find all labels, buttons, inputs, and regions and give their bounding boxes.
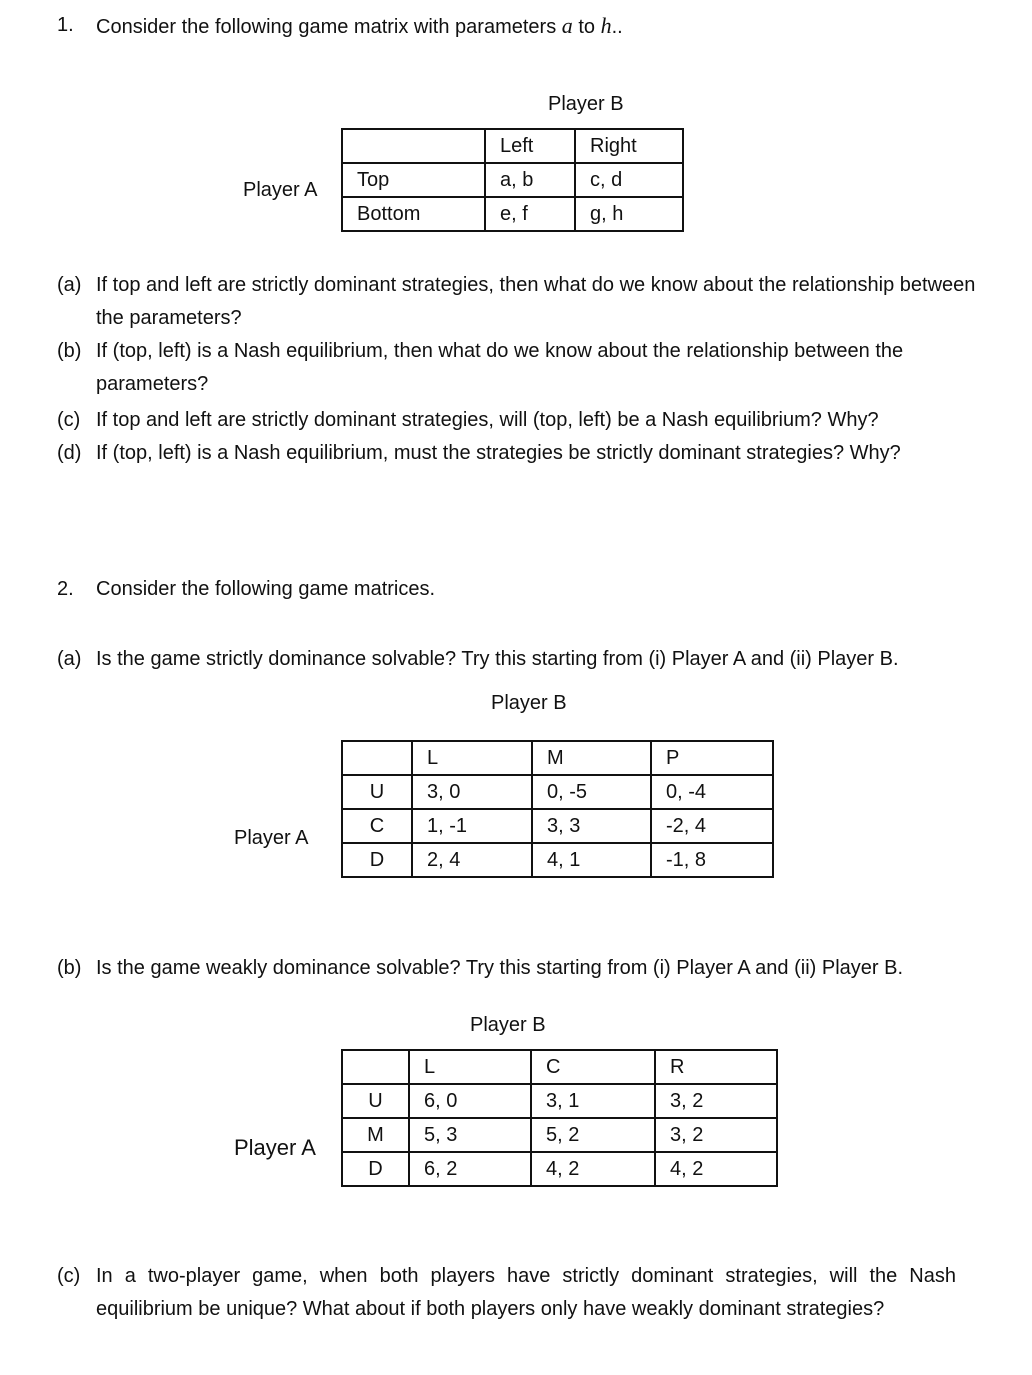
q1-to-word: to bbox=[578, 16, 596, 38]
table-row bbox=[342, 809, 773, 843]
payoff-cell: a, b bbox=[485, 163, 575, 197]
q2-part-b-text: Is the game weakly dominance solvable? Try this starting from (i) Player A and (ii) Player B. bbox=[96, 957, 904, 979]
q2-part-c-text: In a two-player game, when both players have strictly dominant strategies, will the Nash equilibrium be unique? What about if both players only have weakly dominant strategies? bbox=[96, 1265, 956, 1320]
table-row bbox=[342, 163, 683, 197]
column-header: L bbox=[409, 1050, 531, 1084]
payoff-cell: 4, 2 bbox=[531, 1152, 655, 1186]
empty-corner-cell bbox=[342, 1050, 409, 1084]
q2-number: 2. bbox=[57, 578, 74, 600]
q1-var-start: a bbox=[561, 13, 573, 38]
payoff-cell: -2, 4 bbox=[651, 809, 773, 843]
q2-intro: Consider the following game matrices. bbox=[96, 578, 436, 600]
payoff-cell: -1, 8 bbox=[651, 843, 773, 877]
payoff-cell: e, f bbox=[485, 197, 575, 231]
payoff-cell: 3, 1 bbox=[531, 1084, 655, 1118]
payoff-cell: c, d bbox=[575, 163, 683, 197]
q1-part-b-label: (b) bbox=[57, 340, 82, 362]
column-header: M bbox=[532, 741, 651, 775]
payoff-cell: 5, 2 bbox=[531, 1118, 655, 1152]
q1-number: 1. bbox=[57, 14, 74, 36]
q1-part-d-label: (d) bbox=[57, 442, 82, 464]
q2a-player-a-label: Player A bbox=[234, 827, 309, 849]
column-header: C bbox=[531, 1050, 655, 1084]
row-strategy: D bbox=[342, 843, 412, 877]
q2b-player-a-label: Player A bbox=[234, 1135, 316, 1160]
table-header-row bbox=[342, 1050, 777, 1084]
q1-var-end: h bbox=[600, 13, 612, 38]
row-strategy: C bbox=[342, 809, 412, 843]
q1-part-a-label: (a) bbox=[57, 274, 82, 296]
row-strategy: M bbox=[342, 1118, 409, 1152]
column-header: Right bbox=[575, 129, 683, 163]
column-header: P bbox=[651, 741, 773, 775]
table-row bbox=[342, 1152, 777, 1186]
column-header: R bbox=[655, 1050, 777, 1084]
q1-game-matrix bbox=[341, 128, 684, 232]
table-row bbox=[342, 775, 773, 809]
table-row bbox=[342, 843, 773, 877]
payoff-cell: 2, 4 bbox=[412, 843, 532, 877]
q2-part-a-text: Is the game strictly dominance solvable? Try this starting from (i) Player A and (ii) Player B. bbox=[96, 648, 899, 670]
q2b-game-matrix bbox=[341, 1049, 778, 1187]
q1-intro-prefix: Consider the following game matrix with parameters bbox=[96, 16, 557, 38]
q1-part-b-text: If (top, left) is a Nash equilibrium, then what do we know about the relationship between the parameters? bbox=[96, 340, 904, 395]
payoff-cell: 6, 0 bbox=[409, 1084, 531, 1118]
table-row bbox=[342, 197, 683, 231]
q1-part-a-text: If top and left are strictly dominant strategies, then what do we know about the relationship between the parameters? bbox=[96, 274, 976, 329]
table-row bbox=[342, 1118, 777, 1152]
row-strategy: U bbox=[342, 775, 412, 809]
table-row bbox=[342, 1084, 777, 1118]
q1-intro-suffix: .. bbox=[611, 16, 623, 38]
q2-part-b-label: (b) bbox=[57, 957, 82, 979]
payoff-cell: 4, 2 bbox=[655, 1152, 777, 1186]
column-header: L bbox=[412, 741, 532, 775]
q1-player-b-label: Player B bbox=[548, 93, 624, 115]
q1-part-c-label: (c) bbox=[57, 409, 81, 431]
q2-part-a-label: (a) bbox=[57, 648, 82, 670]
row-strategy: D bbox=[342, 1152, 409, 1186]
q1-player-a-label: Player A bbox=[243, 179, 318, 201]
q1-part-d-text: If (top, left) is a Nash equilibrium, must the strategies be strictly dominant strategies? Why? bbox=[96, 442, 901, 464]
row-strategy: Top bbox=[342, 163, 485, 197]
payoff-cell: 0, -5 bbox=[532, 775, 651, 809]
table-header-row bbox=[342, 741, 773, 775]
payoff-cell: 3, 2 bbox=[655, 1084, 777, 1118]
q1-intro bbox=[96, 13, 623, 39]
table-header-row bbox=[342, 129, 683, 163]
payoff-cell: 3, 3 bbox=[532, 809, 651, 843]
column-header: Left bbox=[485, 129, 575, 163]
q2a-player-b-label: Player B bbox=[491, 692, 567, 714]
empty-corner-cell bbox=[342, 129, 485, 163]
payoff-cell: 3, 2 bbox=[655, 1118, 777, 1152]
payoff-cell: 0, -4 bbox=[651, 775, 773, 809]
payoff-cell: 3, 0 bbox=[412, 775, 532, 809]
q1-part-c-text: If top and left are strictly dominant strategies, will (top, left) be a Nash equilibrium? Why? bbox=[96, 409, 879, 431]
q2a-game-matrix bbox=[341, 740, 774, 878]
empty-corner-cell bbox=[342, 741, 412, 775]
q2b-player-b-label: Player B bbox=[470, 1014, 546, 1036]
row-strategy: U bbox=[342, 1084, 409, 1118]
payoff-cell: g, h bbox=[575, 197, 683, 231]
q2-part-c-label: (c) bbox=[57, 1265, 81, 1287]
row-strategy: Bottom bbox=[342, 197, 485, 231]
payoff-cell: 1, -1 bbox=[412, 809, 532, 843]
payoff-cell: 5, 3 bbox=[409, 1118, 531, 1152]
payoff-cell: 4, 1 bbox=[532, 843, 651, 877]
payoff-cell: 6, 2 bbox=[409, 1152, 531, 1186]
